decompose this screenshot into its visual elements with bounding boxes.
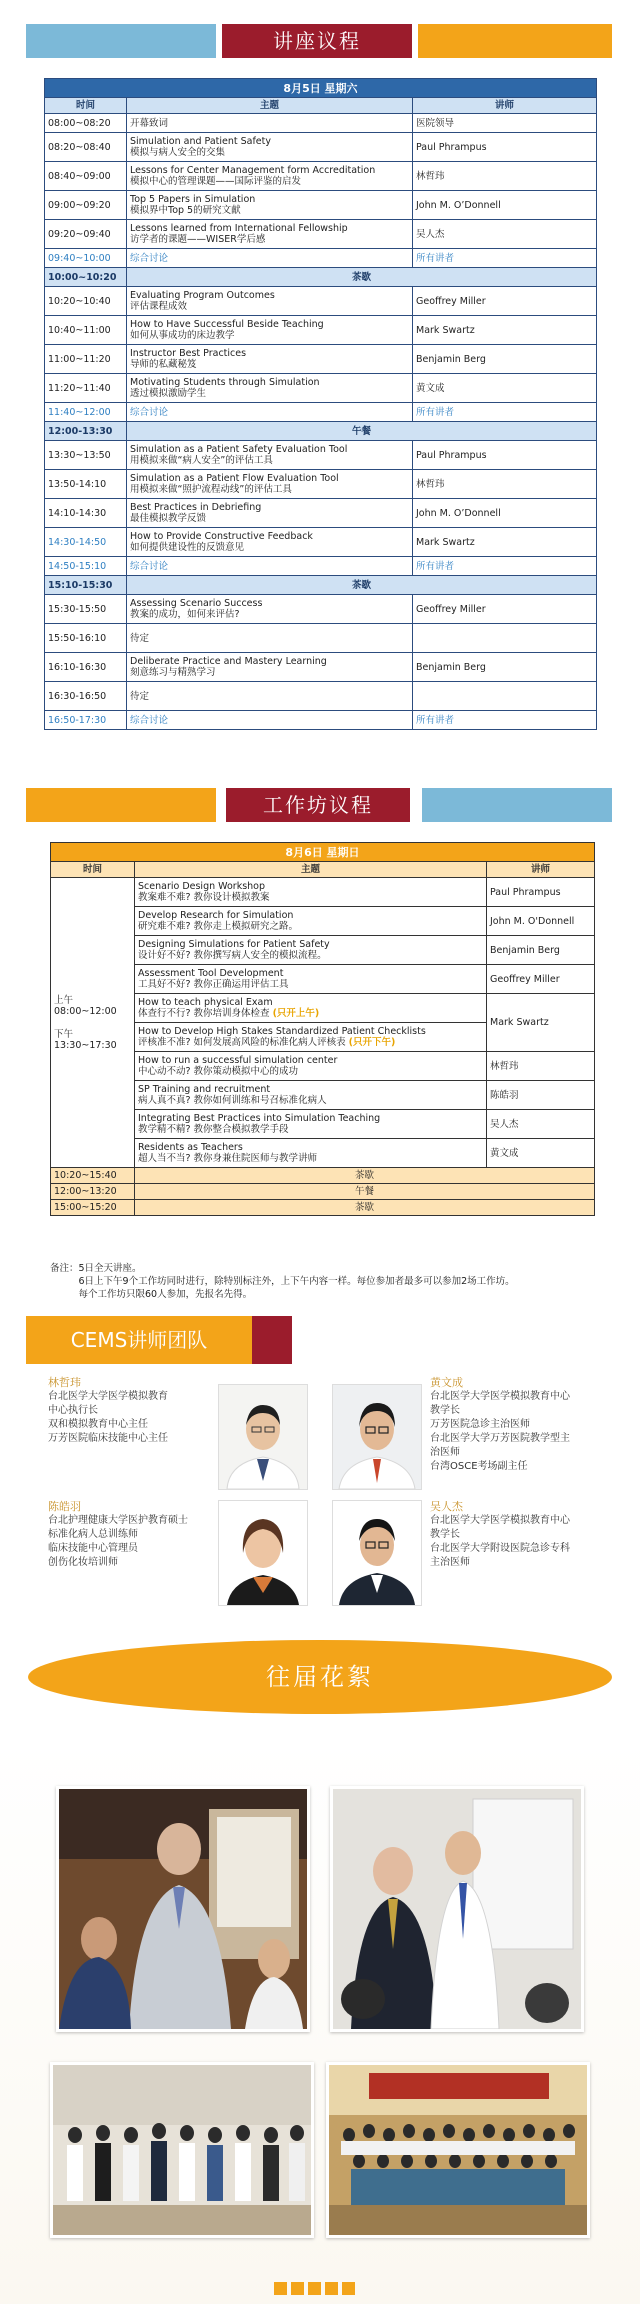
schedule-row — [45, 653, 597, 682]
member-photo-huang — [332, 1384, 422, 1490]
member-line: 台北医学大学附设医院急诊专科 — [430, 1543, 570, 1554]
schedule-row — [45, 268, 597, 287]
schedule-date: 8月5日 星期六 — [45, 79, 597, 98]
row-time: 16:50-17:30 — [45, 711, 127, 730]
banner-right-bar — [422, 788, 612, 822]
workshop-speaker: Benjamin Berg — [487, 936, 595, 965]
workshop-topic-cn: 中心动不动? 教你策动模拟中心的成功 — [138, 1066, 299, 1077]
row-topic-en: Simulation as a Patient Safety Evaluation Tool — [130, 444, 348, 455]
schedule-row — [45, 162, 597, 191]
workshop-topic-en: SP Training and recruitment — [138, 1084, 271, 1095]
row-topic-cn: 如何提供建设性的反馈意见 — [130, 542, 245, 553]
lecture-banner — [26, 24, 612, 58]
workshop-topic-cn: 体查行不行? 教你培训身体检查 — [138, 1008, 270, 1019]
row-topic — [127, 528, 413, 557]
workshop-topic-en: Residents as Teachers — [138, 1142, 243, 1153]
row-time: 12:00-13:30 — [45, 422, 127, 441]
row-topic-en: 综合讨论 — [130, 560, 169, 572]
gallery-photo — [326, 2062, 590, 2238]
workshop-topic-cn: 病人真不真? 教你如何训练和号召标准化病人 — [138, 1095, 327, 1106]
schedule-row — [45, 682, 597, 711]
row-speaker: Geoffrey Miller — [413, 595, 597, 624]
row-topic — [127, 374, 413, 403]
note-line: 备注：5日全天讲座。 — [50, 1263, 142, 1274]
workshop-banner — [26, 788, 612, 822]
workshop-note: (只开下午) — [348, 1037, 396, 1048]
workshop-break-row — [51, 1168, 595, 1184]
row-topic-en: Lessons for Center Management form Accreditation — [130, 165, 376, 176]
row-topic-en: 综合讨论 — [130, 714, 169, 726]
row-topic-en: Lessons learned from International Fellowship — [130, 223, 348, 234]
row-time: 13:50-14:10 — [45, 470, 127, 499]
row-speaker: 医院领导 — [413, 114, 597, 133]
schedule-date: 8月6日 星期日 — [51, 843, 595, 862]
row-speaker: John M. O’Donnell — [413, 499, 597, 528]
row-speaker: 所有讲者 — [413, 711, 597, 730]
banner-left-bar — [26, 24, 216, 58]
am-label: 上午 — [54, 994, 74, 1006]
row-topic-cn: 评估课程成效 — [130, 301, 188, 312]
row-speaker: Mark Swartz — [413, 316, 597, 345]
row-topic — [127, 133, 413, 162]
row-time: 14:30-14:50 — [45, 528, 127, 557]
member-name: 吴人杰 — [430, 1500, 463, 1513]
am-time: 08:00~12:00 — [54, 1005, 117, 1017]
session-time — [51, 878, 135, 1168]
row-break-label: 茶歇 — [127, 576, 597, 595]
pm-label: 下午 — [54, 1028, 74, 1040]
row-topic-en: How to Provide Constructive Feedback — [130, 531, 313, 542]
row-break-label: 午餐 — [127, 422, 597, 441]
workshop-topic-en: How to run a successful simulation center — [138, 1055, 338, 1066]
row-topic — [127, 162, 413, 191]
member-line: 教学长 — [430, 1405, 460, 1416]
schedule-row — [45, 249, 597, 268]
member-line: 教学长 — [430, 1529, 460, 1540]
row-topic — [127, 316, 413, 345]
row-time: 15:50-16:10 — [45, 624, 127, 653]
row-speaker: Paul Phrampus — [413, 441, 597, 470]
row-topic — [127, 470, 413, 499]
workshop-row — [51, 878, 595, 907]
row-topic-en: Evaluating Program Outcomes — [130, 290, 275, 301]
workshop-topic — [135, 936, 487, 965]
row-topic-cn: 模拟界中Top 5的研究文献 — [130, 205, 241, 216]
schedule-row — [45, 528, 597, 557]
team-title: CEMS讲师团队 — [26, 1316, 252, 1364]
row-speaker: Benjamin Berg — [413, 653, 597, 682]
row-time: 10:20~10:40 — [45, 287, 127, 316]
row-topic-en: Motivating Students through Simulation — [130, 377, 320, 388]
row-speaker: 林哲玮 — [413, 162, 597, 191]
row-speaker — [413, 682, 597, 711]
member-wu — [430, 1500, 610, 1570]
workshop-topic-en: How to teach physical Exam — [138, 997, 273, 1008]
workshop-note: (只开上午) — [272, 1008, 320, 1019]
workshop-topic — [135, 1052, 487, 1081]
workshop-topic-cn: 教学精不精? 教你整合模拟教学手段 — [138, 1124, 289, 1135]
note-line: 每个工作坊只限60人参加，先报名先得。 — [50, 1289, 253, 1300]
row-topic — [127, 220, 413, 249]
row-topic-cn: 用模拟来做“病人安全”的评估工具 — [130, 455, 273, 466]
dot — [325, 2282, 338, 2295]
workshop-speaker: Paul Phrampus — [487, 878, 595, 907]
member-name: 黄文成 — [430, 1376, 463, 1389]
row-speaker: 所有讲者 — [413, 249, 597, 268]
schedule-row — [45, 191, 597, 220]
row-topic-en: 待定 — [130, 690, 150, 702]
row-topic — [127, 403, 413, 422]
schedule-row — [45, 470, 597, 499]
row-topic-cn: 透过模拟激励学生 — [130, 388, 207, 399]
member-photo-lin — [218, 1384, 308, 1490]
break-time: 15:00~15:20 — [51, 1200, 135, 1216]
break-label: 茶歇 — [135, 1168, 595, 1184]
workshop-speaker: 黄文成 — [487, 1139, 595, 1168]
schedule-row — [45, 499, 597, 528]
schedule-row — [45, 711, 597, 730]
member-line: 万芳医院急诊主治医师 — [430, 1419, 530, 1430]
workshop-topic-cn: 教案难不难? 教你设计模拟教案 — [138, 892, 270, 903]
schedule-row — [45, 114, 597, 133]
row-time: 15:30-15:50 — [45, 595, 127, 624]
row-topic — [127, 557, 413, 576]
row-time: 09:00~09:20 — [45, 191, 127, 220]
member-lin — [48, 1376, 218, 1446]
row-topic-en: Top 5 Papers in Simulation — [130, 194, 256, 205]
member-line: 台北医学大学医学模拟教育 — [48, 1391, 168, 1402]
member-photo-chen — [218, 1500, 308, 1606]
row-topic-en: Simulation as a Patient Flow Evaluation Tool — [130, 473, 339, 484]
schedule-row — [45, 441, 597, 470]
col-header-speaker: 讲师 — [413, 98, 597, 114]
workshop-topic-cn: 设计好不好? 教你撰写病人安全的模拟流程。 — [138, 950, 327, 961]
workshop-topic — [135, 907, 487, 936]
workshop-topic-cn: 超人当不当? 教你身兼住院医师与教学讲师 — [138, 1153, 318, 1164]
break-label: 茶歇 — [135, 1200, 595, 1216]
team-accent-bar — [252, 1316, 292, 1364]
workshop-topic-cn: 研究难不难? 教你走上模拟研究之路。 — [138, 921, 299, 932]
row-topic — [127, 287, 413, 316]
schedule-row — [45, 220, 597, 249]
row-topic-en: 综合讨论 — [130, 406, 169, 418]
row-topic-en: Deliberate Practice and Mastery Learning — [130, 656, 327, 667]
row-topic-en: Instructor Best Practices — [130, 348, 247, 359]
gallery-title: 往届花絮 — [28, 1640, 612, 1714]
dot — [308, 2282, 321, 2295]
banner-left-bar — [26, 788, 216, 822]
note-line: 6日上下午9个工作坊同时进行，除特别标注外，上下午内容一样。每位参加者最多可以参加2场工作坊。 — [50, 1276, 515, 1287]
workshop-topic-en: How to Develop High Stakes Standardized Patient Checklists — [138, 1026, 426, 1037]
row-time: 08:20~08:40 — [45, 133, 127, 162]
workshop-banner-title: 工作坊议程 — [263, 793, 373, 817]
col-header-topic: 主题 — [127, 98, 413, 114]
row-topic — [127, 682, 413, 711]
member-line: 万芳医院临床技能中心主任 — [48, 1433, 168, 1444]
team-header — [26, 1316, 292, 1364]
member-line: 台北医学大学医学模拟教育中心 — [430, 1515, 570, 1526]
member-line: 中心执行长 — [48, 1405, 98, 1416]
row-time: 16:30-16:50 — [45, 682, 127, 711]
gallery-photo — [56, 1786, 310, 2032]
member-chen — [48, 1500, 218, 1570]
row-topic-en: 开幕致词 — [130, 117, 169, 129]
schedule-row — [45, 133, 597, 162]
row-topic — [127, 653, 413, 682]
schedule-row — [45, 345, 597, 374]
row-time: 11:20~11:40 — [45, 374, 127, 403]
row-topic-cn: 模拟与病人安全的交集 — [130, 147, 226, 158]
col-header-topic: 主题 — [135, 862, 487, 878]
dot — [291, 2282, 304, 2295]
workshop-speaker: 林哲玮 — [487, 1052, 595, 1081]
member-huang — [430, 1376, 610, 1474]
workshop-speaker: 陈皓羽 — [487, 1081, 595, 1110]
row-speaker: 所有讲者 — [413, 403, 597, 422]
row-topic-en: 综合讨论 — [130, 252, 169, 264]
row-topic-cn: 导师的私藏秘笈 — [130, 359, 197, 370]
workshop-topic — [135, 1081, 487, 1110]
workshop-topic — [135, 965, 487, 994]
row-time: 10:40~11:00 — [45, 316, 127, 345]
member-line: 台湾OSCE考场副主任 — [430, 1461, 528, 1472]
col-header-speaker: 讲师 — [487, 862, 595, 878]
row-speaker: 吴人杰 — [413, 220, 597, 249]
row-break-label: 茶歇 — [127, 268, 597, 287]
schedule-row — [45, 287, 597, 316]
member-line: 台北护理健康大学医护教育硕士 — [48, 1515, 188, 1526]
row-topic — [127, 624, 413, 653]
break-time: 10:20~15:40 — [51, 1168, 135, 1184]
workshop-topic-cn: 评核准不准? 如何发展高风险的标准化病人评核表 — [138, 1037, 346, 1048]
row-topic-en: How to Have Successful Beside Teaching — [130, 319, 324, 330]
row-topic-cn: 刻意练习与精熟学习 — [130, 667, 216, 678]
member-name: 林哲玮 — [48, 1376, 81, 1389]
break-time: 12:00~13:20 — [51, 1184, 135, 1200]
lecture-schedule-table — [44, 78, 597, 730]
row-time: 13:30~13:50 — [45, 441, 127, 470]
schedule-row — [45, 403, 597, 422]
row-topic-cn: 最佳模拟教学反馈 — [130, 513, 207, 524]
schedule-row — [45, 624, 597, 653]
break-label: 午餐 — [135, 1184, 595, 1200]
row-speaker: Paul Phrampus — [413, 133, 597, 162]
row-topic-cn: 如何从事成功的床边教学 — [130, 330, 235, 341]
row-topic — [127, 345, 413, 374]
row-time: 08:40~09:00 — [45, 162, 127, 191]
workshop-break-row — [51, 1200, 595, 1216]
schedule-row — [45, 595, 597, 624]
row-topic — [127, 711, 413, 730]
gallery-photo — [330, 1786, 584, 2032]
row-topic — [127, 249, 413, 268]
workshop-topic — [135, 1023, 487, 1052]
row-topic-cn: 访学者的课题——WISER学后感 — [130, 234, 266, 245]
schedule-row — [45, 422, 597, 441]
row-time: 14:10-14:30 — [45, 499, 127, 528]
row-topic — [127, 191, 413, 220]
row-topic-en: 待定 — [130, 632, 150, 644]
workshop-topic — [135, 878, 487, 907]
member-photo-wu — [332, 1500, 422, 1606]
member-line: 标准化病人总训练师 — [48, 1529, 138, 1540]
schedule-row — [45, 576, 597, 595]
member-line: 主治医师 — [430, 1557, 470, 1568]
workshop-topic-en: Integrating Best Practices into Simulation Teaching — [138, 1113, 381, 1124]
member-line: 台北医学大学医学模拟教育中心 — [430, 1391, 570, 1402]
workshop-break-row — [51, 1184, 595, 1200]
row-time: 11:40~12:00 — [45, 403, 127, 422]
row-time: 14:50-15:10 — [45, 557, 127, 576]
row-topic-cn: 模拟中心的管理课题——国际评鉴的启发 — [130, 176, 302, 187]
row-time: 15:10-15:30 — [45, 576, 127, 595]
dot — [342, 2282, 355, 2295]
row-topic — [127, 114, 413, 133]
row-topic-en: Best Practices in Debriefing — [130, 502, 262, 513]
col-header-time: 时间 — [45, 98, 127, 114]
row-topic — [127, 441, 413, 470]
row-speaker: Benjamin Berg — [413, 345, 597, 374]
workshop-topic — [135, 1139, 487, 1168]
row-time: 09:20~09:40 — [45, 220, 127, 249]
workshop-topic — [135, 994, 487, 1023]
row-speaker: 黄文成 — [413, 374, 597, 403]
row-speaker: 林哲玮 — [413, 470, 597, 499]
workshop-topic-cn: 工具好不好? 教你正确运用评估工具 — [138, 979, 289, 990]
row-time: 10:00~10:20 — [45, 268, 127, 287]
row-speaker: Geoffrey Miller — [413, 287, 597, 316]
row-speaker: John M. O’Donnell — [413, 191, 597, 220]
row-time: 08:00~08:20 — [45, 114, 127, 133]
row-time: 11:00~11:20 — [45, 345, 127, 374]
lecture-banner-title: 讲座议程 — [273, 29, 361, 53]
workshop-topic — [135, 1110, 487, 1139]
workshop-speaker: Geoffrey Miller — [487, 965, 595, 994]
row-time: 16:10-16:30 — [45, 653, 127, 682]
gallery-photo — [50, 2062, 314, 2238]
member-line: 临床技能中心管理员 — [48, 1543, 138, 1554]
row-speaker: Mark Swartz — [413, 528, 597, 557]
member-name: 陈皓羽 — [48, 1500, 81, 1513]
workshop-speaker: John M. O'Donnell — [487, 907, 595, 936]
col-header-time: 时间 — [51, 862, 135, 878]
row-topic-en: Simulation and Patient Safety — [130, 136, 272, 147]
member-line: 治医师 — [430, 1447, 460, 1458]
workshop-topic-en: Assessment Tool Development — [138, 968, 284, 979]
row-topic — [127, 499, 413, 528]
schedule-row — [45, 316, 597, 345]
row-topic-en: Assessing Scenario Success — [130, 598, 263, 609]
row-topic-cn: 用模拟来做“照护流程动线”的评估工具 — [130, 484, 292, 495]
workshop-speaker: Mark Swartz — [487, 994, 595, 1052]
workshop-topic-en: Designing Simulations for Patient Safety — [138, 939, 330, 950]
dot — [274, 2282, 287, 2295]
schedule-row — [45, 374, 597, 403]
row-topic-cn: 教案的成功，如何来评估? — [130, 609, 240, 620]
pagination-dots — [274, 2280, 359, 2299]
member-line: 台北医学大学万芳医院教学型主 — [430, 1433, 570, 1444]
member-line: 双和模拟教育中心主任 — [48, 1419, 148, 1430]
notes — [50, 1262, 610, 1301]
workshop-speaker: 吴人杰 — [487, 1110, 595, 1139]
banner-right-bar — [418, 24, 612, 58]
row-speaker — [413, 624, 597, 653]
pm-time: 13:30~17:30 — [54, 1039, 117, 1051]
row-speaker: 所有讲者 — [413, 557, 597, 576]
workshop-topic-en: Scenario Design Workshop — [138, 881, 266, 892]
schedule-row — [45, 557, 597, 576]
workshop-schedule-table — [50, 842, 595, 1216]
row-time: 09:40~10:00 — [45, 249, 127, 268]
member-line: 创伤化妆培训师 — [48, 1557, 118, 1568]
workshop-topic-en: Develop Research for Simulation — [138, 910, 294, 921]
row-topic — [127, 595, 413, 624]
